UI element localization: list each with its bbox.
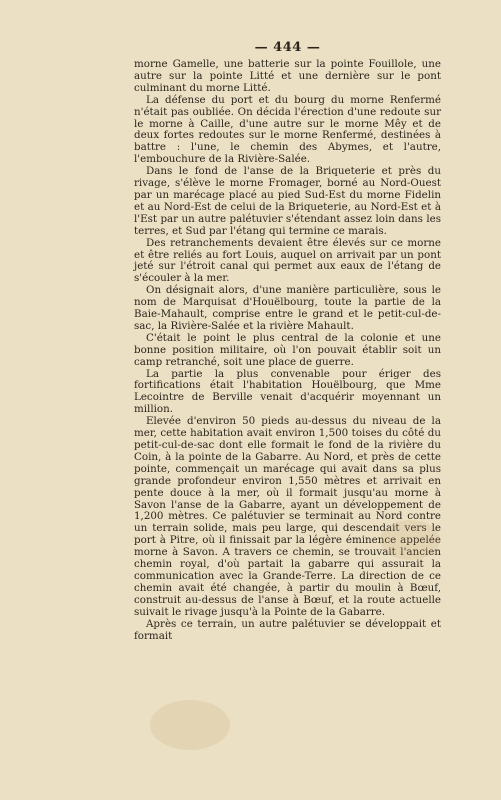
body-text	[134, 59, 441, 642]
paragraph: Après ce terrain, un autre palétuvier se développait et formait	[134, 617, 441, 642]
paragraph: La défense du port et du bourg du morne Renfermé n'était pas oubliée. On décida l'érection d'une redoute sur le morne à Caille, d'une autre sur le morne Mêy et de deux fortes redoutes sur le morne Renfermé, destinées à battre : l'une, le chemin des Abymes, et l'autre, l'embouchure de la Rivière-Salée.	[134, 93, 441, 166]
paragraph: morne Gamelle, une batterie sur la pointe Fouillole, une autre sur la pointe Litté et une dernière sur le pont culminant du morne Litté.	[134, 58, 441, 94]
paragraph: C'était le point le plus central de la colonie et une bonne position militaire, où l'on pouvait établir soit un camp retranché, soit une place de guerre.	[134, 331, 441, 368]
paper-stain	[150, 700, 230, 750]
paragraph: Dans le fond de l'anse de la Briqueterie et près du rivage, s'élève le morne Fromager, borné au Nord-Ouest par un marécage placé au pied Sud-Est du morne Fidelin et au Nord-Est de celui de la Briqueterie, au Nord-Est et à l'Est par un autre palétuvier s'étendant assez loin dans les terres, et Sud par l'étang qui termine ce marais.	[134, 165, 441, 237]
paragraph: On désignait alors, d'une manière particulière, sous le nom de Marquisat d'Houëlbourg, toute la partie de la Baie-Mahault, comprise entre le grand et le petit-cul-de-sac, la Rivière-Salée et la rivière Mahault.	[134, 284, 441, 332]
paragraph: Elevée d'environ 50 pieds au-dessus du niveau de la mer, cette habitation avait environ 1,500 toises du côté du petit-cul-de-sac dont elle formait le fond de la rivière du Coin, à la pointe de la Gabarre. Au Nord, et près de cette pointe, commençait un marécage qui avait dans sa plus grande profondeur environ 1,550 mètres et arrivait en pente douce à la mer, où il formait jusqu'au morne à Savon l'anse de la Gabarre, ayant un développement de 1,200 mètres. Ce palétuvier se terminait au Nord contre un terrain solide, mais peu large, qui descendait vers le port à Pitre, où il finissait par la légère éminence appelée morne à Savon. A travers ce chemin, se trouvait l'ancien chemin royal, d'où partait la gabarre qui assurait la communication avec la Grande-Terre. La direction de ce chemin avait été changée, à partir du moulin à Bœuf, construit au-dessus de l'anse à Bœuf, et la route actuelle suivait le rivage jusqu'à la Pointe de la Gabarre.	[134, 415, 441, 618]
paragraph: Des retranchements devaient être élevés sur ce morne et être reliés au fort Louis, auquel on arrivait par un pont jeté sur l'étroit canal qui permet aux eaux de l'étang de s'écouler à la mer.	[134, 236, 441, 285]
paragraph: La partie la plus convenable pour ériger des fortifications était l'habitation Houëlbourg, que Mme Lecointre de Berville venait d'acquérir moyennant un million.	[134, 367, 441, 416]
page-number: — 444 —	[254, 40, 321, 55]
